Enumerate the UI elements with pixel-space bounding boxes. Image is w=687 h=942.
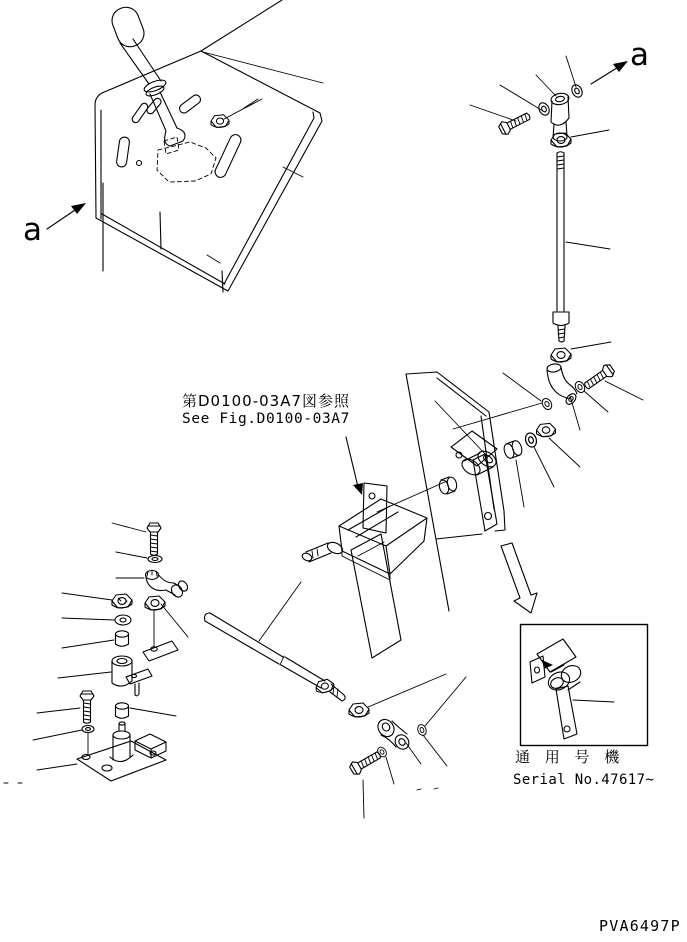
- washer: [570, 83, 585, 99]
- view-label-a-left: a: [23, 212, 42, 248]
- view-direction-arrow-right: [591, 61, 628, 84]
- bolt: [80, 691, 94, 723]
- control-rod: [553, 152, 610, 342]
- washer: [540, 397, 553, 411]
- spacer: [116, 631, 129, 646]
- valve-bracket-group: [301, 401, 487, 658]
- washer: [376, 746, 388, 759]
- upper-linkage-group: [453, 56, 643, 507]
- valve-spool: [301, 540, 344, 562]
- nut: [349, 703, 369, 717]
- shift-lever: [108, 3, 216, 182]
- drawing-code: PVA6497P: [599, 917, 681, 935]
- panel-nut: [211, 115, 229, 128]
- spacer: [116, 703, 129, 718]
- applicability-note-jp: 通 用 号 機: [515, 748, 625, 766]
- yoke-link: [146, 570, 190, 599]
- reference-note-jp: 第D0100-03A7図参照: [182, 392, 351, 410]
- link-bolt: [582, 362, 616, 392]
- socket-nut: [112, 594, 132, 608]
- connecting-rod-group: [205, 582, 466, 818]
- lock-nut: [551, 348, 571, 362]
- elbow-joint: [547, 363, 578, 406]
- reference-note-en: See Fig.D0100-03A7: [182, 411, 350, 427]
- joint-bolt: [497, 109, 532, 136]
- detail-inset-group: [501, 543, 648, 746]
- nut: [537, 423, 556, 436]
- pivot-arm: [112, 641, 178, 696]
- console-panel-group: [47, 0, 323, 292]
- base-plate: [77, 722, 166, 781]
- inset-box: [521, 625, 648, 746]
- lock-nut: [551, 133, 571, 147]
- washer: [537, 101, 552, 117]
- see-fig-arrow: [346, 437, 363, 495]
- clevis-link: [375, 716, 412, 752]
- view-label-a-right: a: [630, 37, 649, 73]
- pivot-bushing: [438, 476, 458, 495]
- applicability-serial: Serial No.47617~: [513, 772, 655, 788]
- panel-slots: [116, 93, 243, 179]
- mount-plate-group: [406, 372, 505, 611]
- view-direction-arrow-left: [47, 203, 86, 229]
- down-arrow-icon: [501, 543, 537, 613]
- spacer-bushing: [502, 439, 523, 459]
- nut: [145, 596, 165, 610]
- lower-lever-group: [4, 523, 189, 783]
- bolt: [147, 523, 161, 555]
